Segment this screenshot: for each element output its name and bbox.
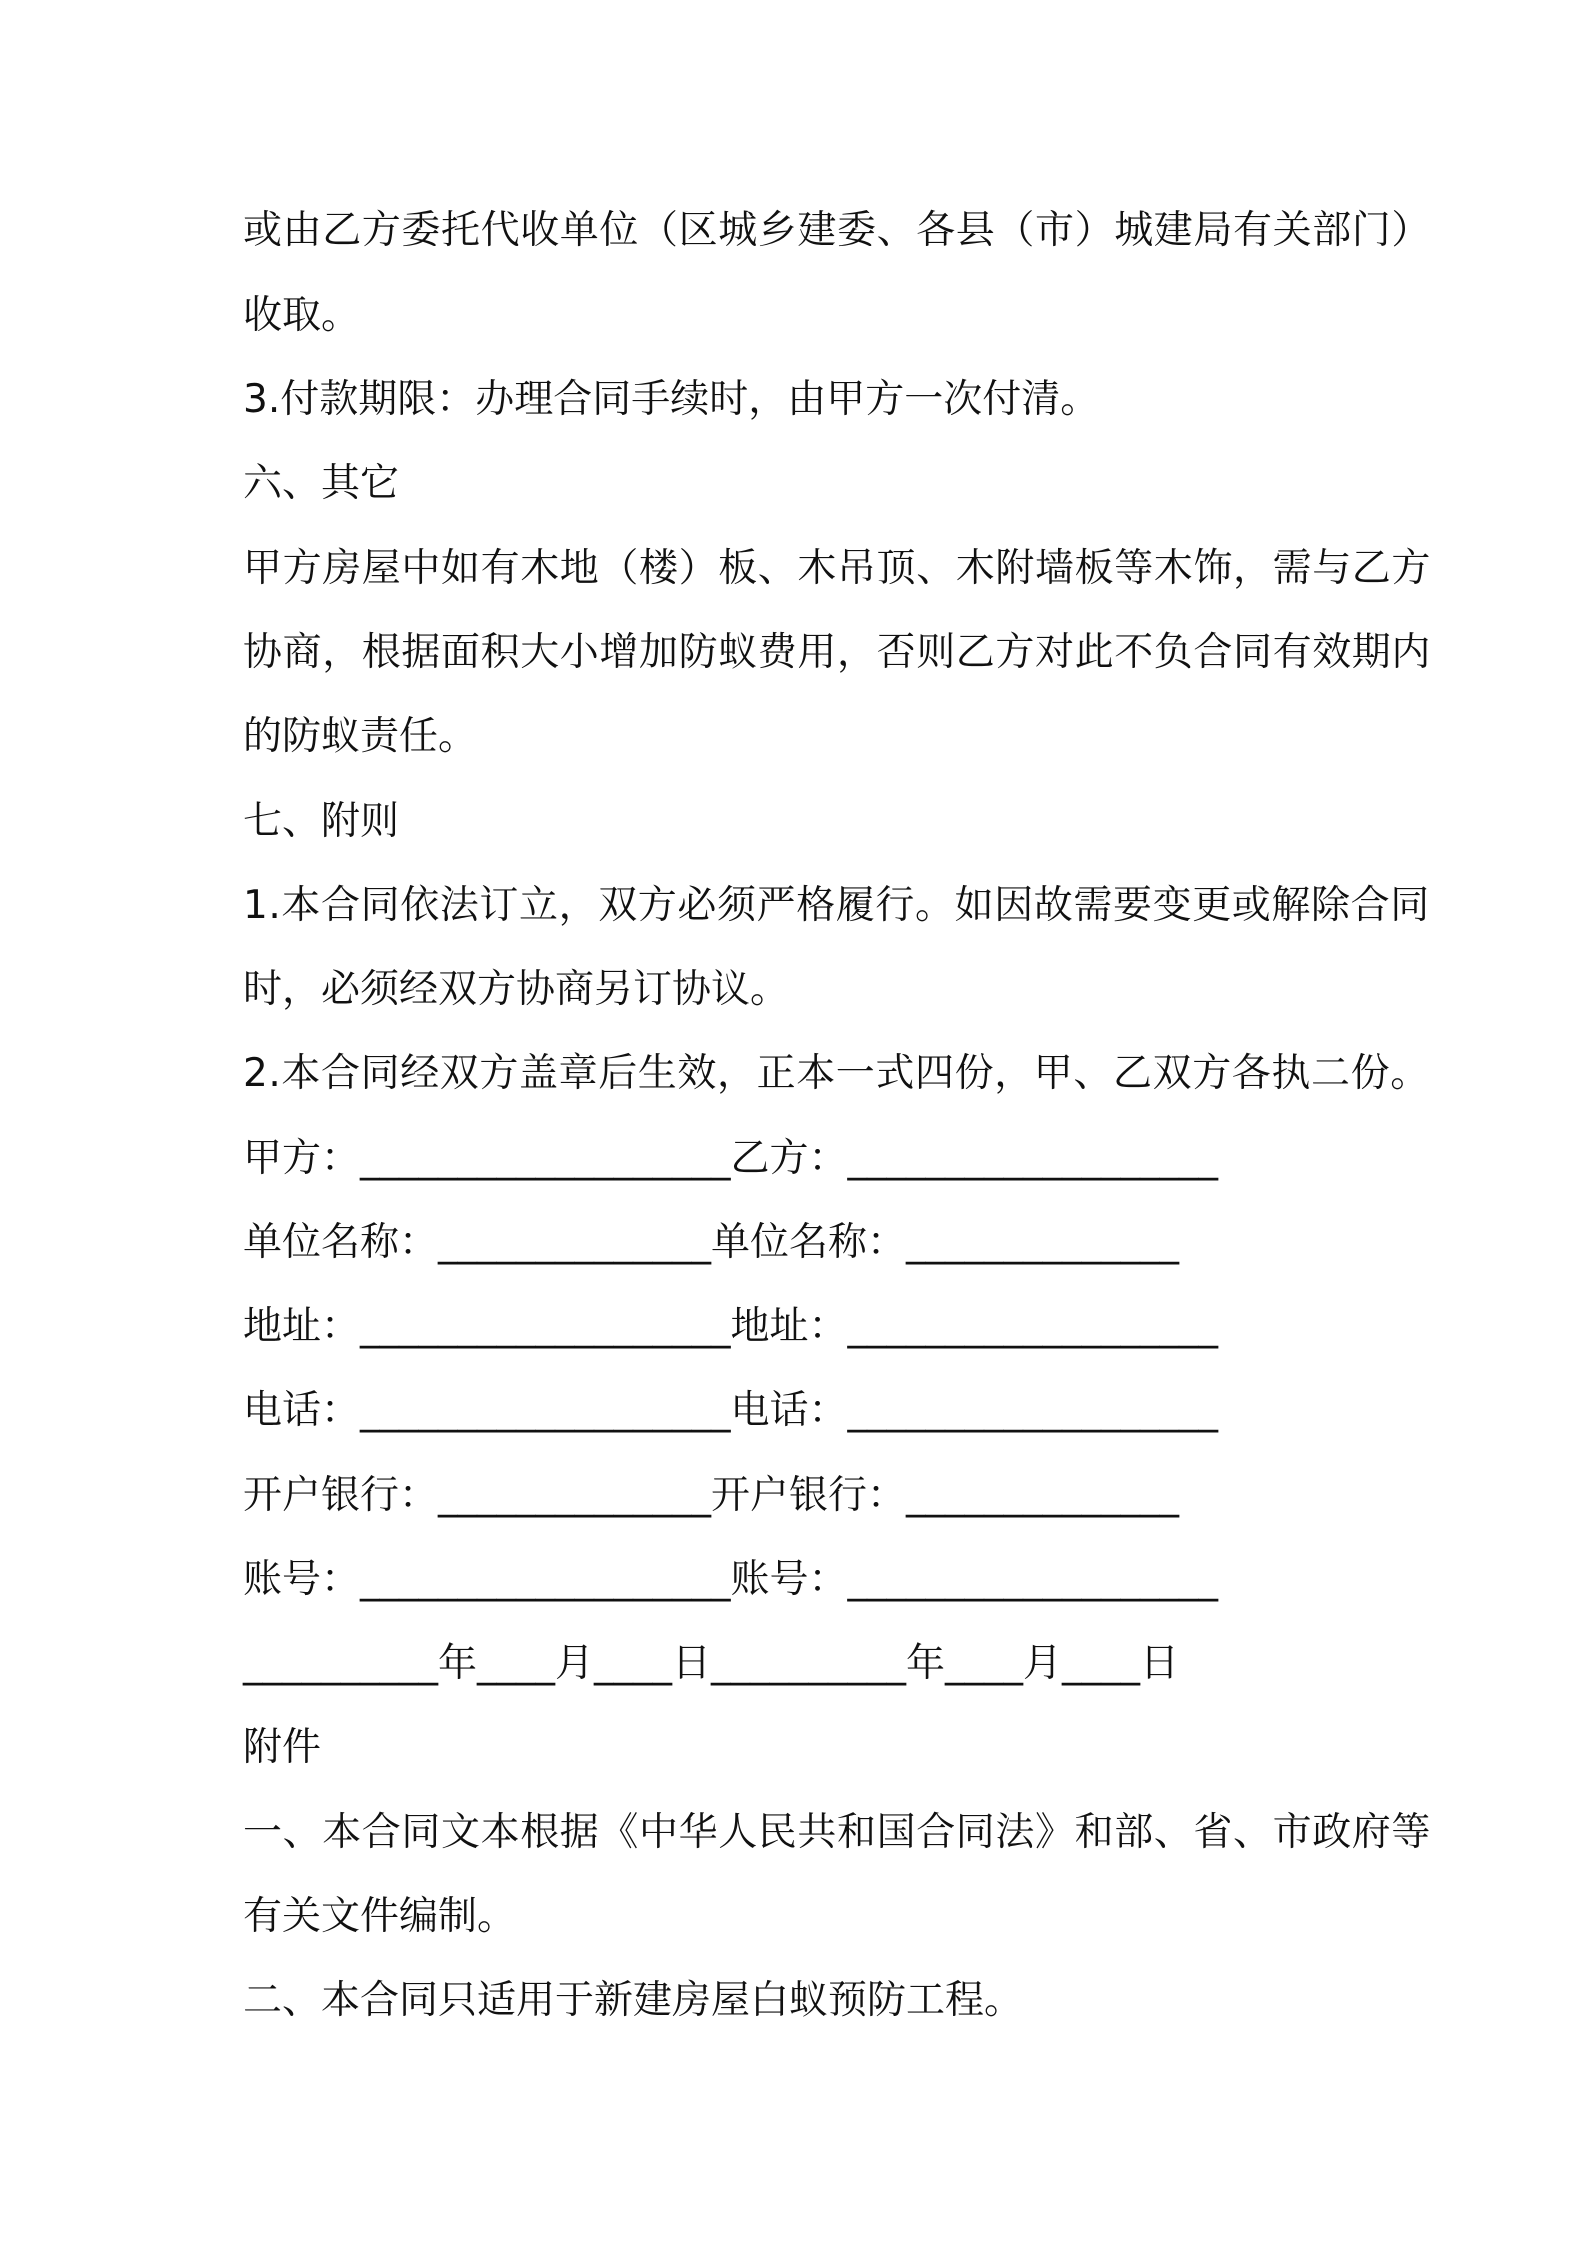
clause-1-line-2: 时，必须经双方协商另订协议。	[243, 967, 790, 1012]
appendix-heading: 附件	[243, 1725, 322, 1770]
paragraph-line-wood-2: 协商，根据面积大小增加防蚁费用，否则乙方对此不负合同有效期内	[243, 630, 1432, 675]
signature-account-line: 账号：___________________账号：___________________	[243, 1557, 1219, 1602]
section-heading-supplementary: 七、附则	[243, 799, 400, 844]
clause-1-line-1: 1.本合同依法订立，双方必须严格履行。如因故需要变更或解除合同	[243, 883, 1430, 928]
clause-payment-deadline: 3.付款期限：办理合同手续时，由甲方一次付清。	[243, 377, 1100, 422]
signature-address-line: 地址：___________________地址：___________________	[243, 1304, 1219, 1349]
section-heading-other: 六、其它	[243, 461, 400, 506]
signature-bank-line: 开户银行：______________开户银行：______________	[243, 1473, 1180, 1518]
signature-date-line: __________年____月____日__________年____月____日	[243, 1641, 1179, 1686]
paragraph-line-payment-collector: 或由乙方委托代收单位（区城乡建委、各县（市）城建局有关部门）	[243, 208, 1432, 253]
paragraph-line-wood-3: 的防蚁责任。	[243, 714, 478, 759]
paragraph-line-collect: 收取。	[243, 293, 361, 338]
paragraph-line-wood-1: 甲方房屋中如有木地（楼）板、木吊顶、木附墙板等木饰，需与乙方	[243, 546, 1432, 591]
appendix-item-1-line-2: 有关文件编制。	[243, 1894, 517, 1939]
signature-party-line: 甲方：___________________乙方：___________________	[243, 1136, 1219, 1181]
appendix-item-2: 二、本合同只适用于新建房屋白蚁预防工程。	[243, 1978, 1024, 2023]
clause-2: 2.本合同经双方盖章后生效，正本一式四份，甲、乙双方各执二份。	[243, 1051, 1430, 1096]
signature-phone-line: 电话：___________________电话：___________________	[243, 1388, 1219, 1433]
appendix-item-1-line-1: 一、本合同文本根据《中华人民共和国合同法》和部、省、市政府等	[243, 1810, 1432, 1855]
signature-unit-name-line: 单位名称：______________单位名称：______________	[243, 1220, 1180, 1265]
